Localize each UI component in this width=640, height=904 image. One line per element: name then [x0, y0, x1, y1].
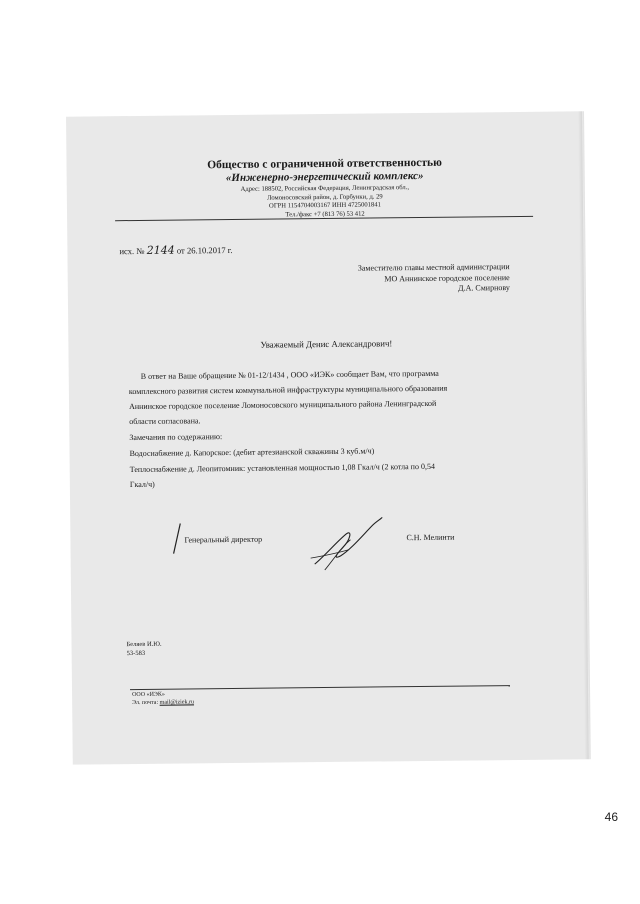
footer-email-line: [132, 698, 194, 707]
addressee-line2: МО Аннинское городское поселение: [384, 272, 510, 283]
addressee-line3: Д.А. Смирнову: [458, 283, 510, 293]
org-name: Общество с ограниченной ответственностью: [207, 156, 442, 172]
executor-name: Беляев И.Ю.: [126, 640, 162, 649]
org-phone: Тел./факс +7 (813 76) 53 412: [285, 210, 365, 218]
remarks-title: Замечания по содержанию:: [129, 432, 223, 443]
org-address-line2: Ломоносовский район, д. Горбунки, д. 29: [267, 192, 383, 202]
body-line: комплексного развития систем коммунальной инфраструктуры муниципального образования: [128, 383, 448, 397]
org-subtitle: «Инженерно-энергетический комплекс»: [225, 169, 424, 185]
reference-number: 2144: [146, 243, 175, 257]
footer-company: ООО «ИЭК»: [132, 691, 165, 699]
footer-email-link[interactable]: mail@iziek.ru: [159, 699, 195, 706]
executor-phone: 53-583: [126, 649, 146, 657]
addressee-line1: Заместителю главы местной администрации: [357, 262, 510, 273]
remark-water-supply: Водоснабжение д. Капорское: (дебит артезианской скважины 3 куб.м/ч): [129, 446, 375, 459]
remark-heat-supply: Теплоснабжение д. Леопитомник: установленная мощностью 1,08 Гкал/ч (2 котла по 0,54: [129, 461, 435, 475]
footer-divider: [130, 685, 510, 690]
org-address-line1: Адрес: 188502, Российская Федерация, Ленинградская обл.,: [240, 184, 409, 193]
body-line: области согласована.: [129, 416, 201, 427]
body-line: В ответ на Ваше обращение № 01-12/1434 , ООО «ИЭК» сообщает Вам, что программа: [140, 368, 439, 381]
reference-line: [119, 243, 232, 257]
body-line: Аннинское городское поселение Ломоносовского муниципального района Ленинградской: [129, 398, 437, 412]
position-mark-stroke: [170, 521, 184, 555]
reference-date: от 26.10.2017 г.: [176, 244, 233, 256]
remark-heat-supply-cont: Гкал/ч): [129, 479, 155, 490]
document-sheet: [66, 111, 589, 764]
footer-email-label: Эл. почта:: [132, 699, 159, 707]
handwritten-signature: [306, 513, 387, 574]
footer-block: [132, 690, 194, 707]
reference-prefix: исх. №: [119, 245, 145, 257]
page-number: 46: [604, 810, 618, 824]
signatory-position: Генеральный директор: [184, 534, 263, 545]
signatory-name: С.Н. Мелинти: [406, 532, 455, 543]
org-registration: ОГРН 1154704003167 ИНН 4725001841: [269, 201, 381, 210]
salutation: Уважаемый Денис Александрович!: [260, 338, 393, 350]
executor-block: [127, 641, 162, 658]
